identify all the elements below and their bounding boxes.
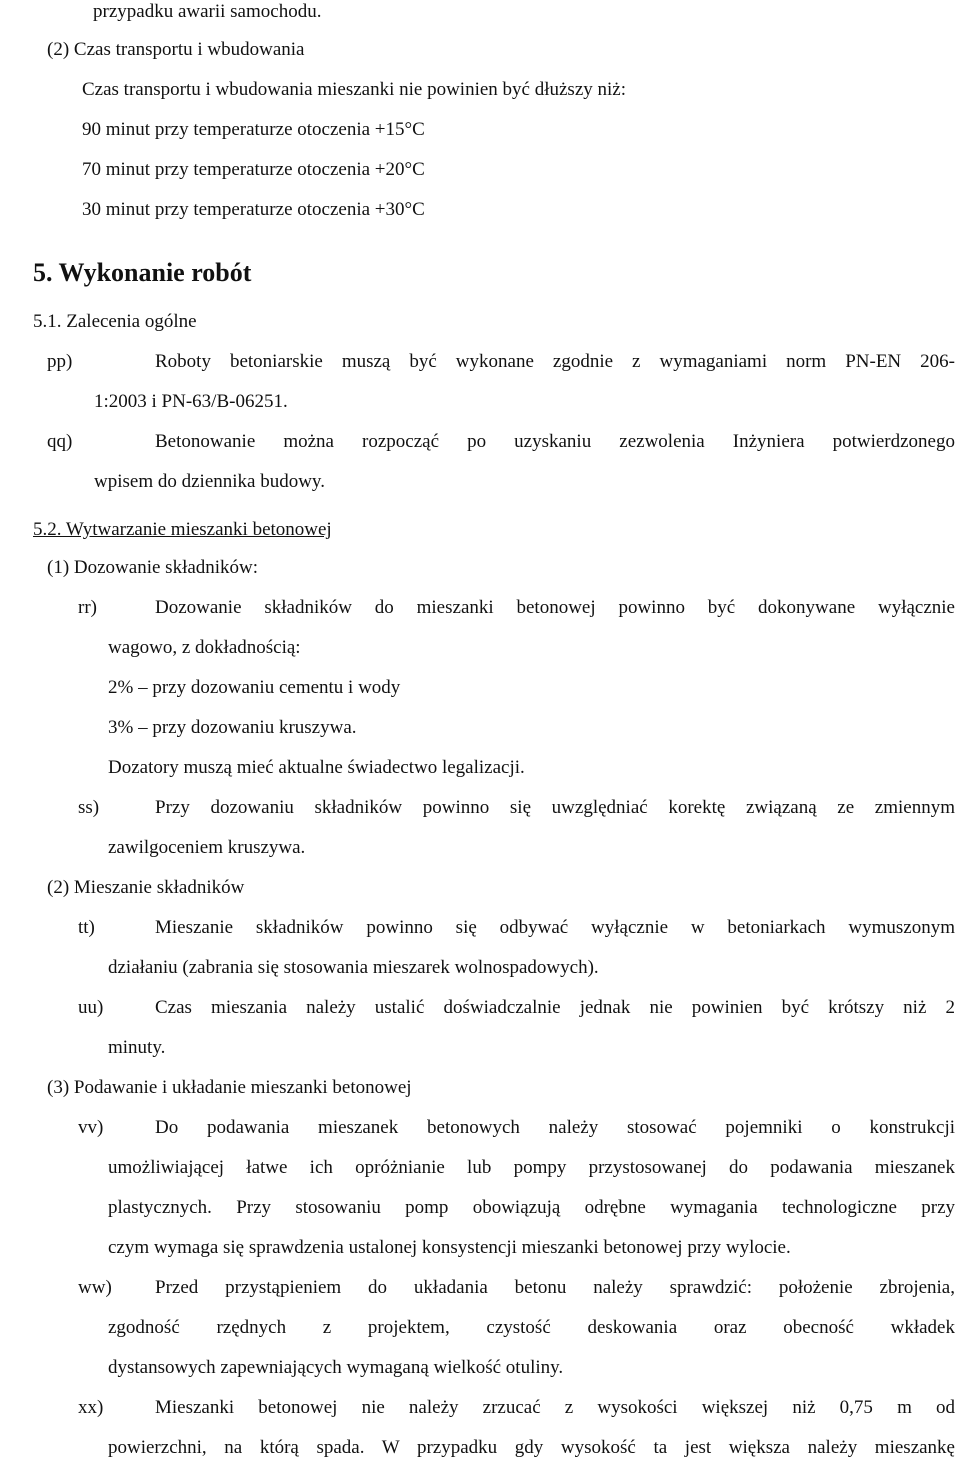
list-marker: ss) [78,797,100,818]
list-item-text: 2% – przy dozowaniu cementu i wody [108,677,401,698]
subsection-heading: (2) Czas transportu i wbudowania [47,39,305,60]
list-item-text: zawilgoceniem kruszywa. [108,837,306,858]
list-item-text: Dozowanie składników do mieszanki betonowej powinno być dokonywane wyłącznie [155,597,955,618]
text-line: 30 minut przy temperaturze otoczenia +30°C [82,199,425,220]
text-line: Czas transportu i wbudowania mieszanki nie powinien być dłuższy niż: [82,79,627,100]
list-marker: rr) [78,597,97,618]
subsection-title: 5.2. Wytwarzanie mieszanki betonowej [33,519,332,540]
subsection-heading: (2) Mieszanie składników [47,877,245,898]
section-title: 5. Wykonanie robót [33,258,252,287]
list-item-text: Roboty betoniarskie muszą być wykonane zgodnie z wymaganiami norm PN-EN 206- [155,351,955,372]
list-item-text: Mieszanki betonowej nie należy zrzucać z wysokości większej niż 0,75 m od [155,1397,955,1418]
list-item-text: umożliwiającej łatwe ich opróżnianie lub pompy przystosowanej do podawania mieszanek [108,1157,955,1178]
list-item-text: powierzchni, na którą spada. W przypadku gdy wysokość ta jest większa należy mieszankę [108,1437,955,1458]
list-item-text: Przed przystąpieniem do układania betonu należy sprawdzić: położenie zbrojenia, [155,1277,955,1298]
list-marker: ww) [78,1277,112,1298]
list-item-text: czym wymaga się sprawdzenia ustalonej konsystencji mieszanki betonowej przy wylocie. [108,1237,791,1258]
list-item-text: 1:2003 i PN-63/B-06251. [94,391,288,412]
list-marker: pp) [47,351,73,372]
list-marker: tt) [78,917,95,938]
list-item-text: działaniu (zabrania się stosowania mieszarek wolnospadowych). [108,957,599,978]
list-item-text: plastycznych. Przy stosowaniu pomp obowiązują odrębne wymagania technologiczne przy [108,1197,955,1218]
list-marker: qq) [47,431,73,452]
subsection-title: 5.1. Zalecenia ogólne [33,311,197,332]
list-item-text: dystansowych zapewniających wymaganą wielkość otuliny. [108,1357,564,1378]
list-item-text: Mieszanie składników powinno się odbywać wyłącznie w betoniarkach wymuszonym [155,917,955,938]
list-item-text: wpisem do dziennika budowy. [94,471,325,492]
list-marker: uu) [78,997,104,1018]
text-line: 90 minut przy temperaturze otoczenia +15°C [82,119,425,140]
list-marker: vv) [78,1117,104,1138]
list-item-text: 3% – przy dozowaniu kruszywa. [108,717,357,738]
list-item-text: Przy dozowaniu składników powinno się uwzględniać korektę związaną ze zmiennym [155,797,955,818]
subsection-heading: (1) Dozowanie składników: [47,557,259,578]
text-line: 70 minut przy temperaturze otoczenia +20°C [82,159,425,180]
list-item-text: Dozatory muszą mieć aktualne świadectwo legalizacji. [108,757,525,778]
list-item-text: minuty. [108,1037,166,1058]
list-marker: xx) [78,1397,104,1418]
list-item-text: Czas mieszania należy ustalić doświadczalnie jednak nie powinien być krótszy niż 2 [155,997,955,1018]
text-line: przypadku awarii samochodu. [93,1,322,22]
list-item-text: wagowo, z dokładnością: [108,637,301,658]
list-item-text: Betonowanie można rozpocząć po uzyskaniu zezwolenia Inżyniera potwierdzonego [155,431,955,452]
list-item-text: zgodność rzędnych z projektem, czystość deskowania oraz obecność wkładek [108,1317,955,1338]
subsection-heading: (3) Podawanie i układanie mieszanki betonowej [47,1077,412,1098]
list-item-text: Do podawania mieszanek betonowych należy stosować pojemniki o konstrukcji [155,1117,955,1138]
